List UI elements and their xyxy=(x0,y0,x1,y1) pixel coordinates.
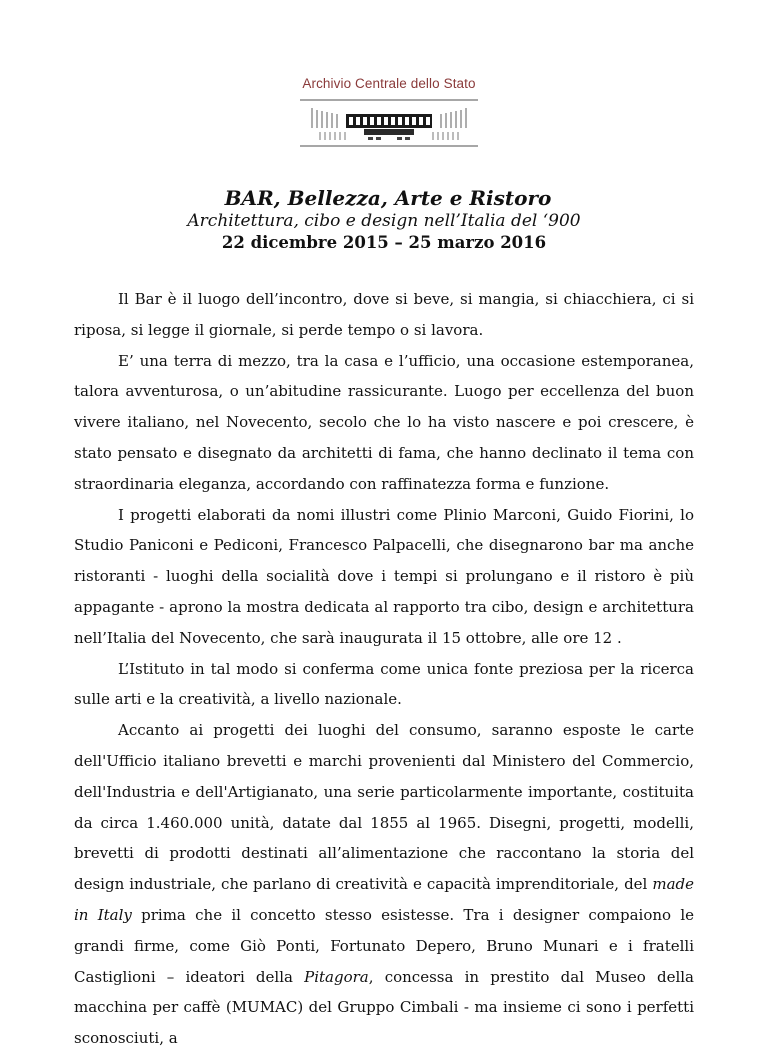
made-in-italy-phrase: made in Italy xyxy=(74,875,694,924)
paragraph-5 xyxy=(74,715,694,1054)
paragraph-5-text-e: , concessa in prestito dal Museo della macchina per caffè (MUMAC) del Gruppo Cimbali - ma insieme ci sono i perfetti sconosciuti, a xyxy=(74,967,695,1048)
exhibition-subtitle: Architettura, cibo e design nell’Italia del ‘900 xyxy=(187,211,581,231)
paragraph-2: E’ una terra di mezzo, tra la casa e l’ufficio, una occasione estemporanea, talora avventurosa, o un’abitudine rassicurante. Luogo per eccellenza del buon vivere italiano, nel Novecento, secolo che lo ha visto nascere e poi crescere, è stato pensato e disegnato da architetti di fama, che hanno declinato il tema con straordinaria eleganza, accordando con raffinatezza forma e funzione. xyxy=(74,351,694,493)
building-logo-icon xyxy=(294,98,484,168)
paragraph-5-text-a: Accanto ai progetti dei luoghi del consumo, saranno esposte le carte dell'Ufficio italiano brevetti e marchi provenienti dal Ministero del Commercio, dell'Industria e dell'Artigianato, una serie particolarmente importante, costituita da circa 1.460.000 unità, datate dal 1855 al 1965. Disegni, progetti, modelli, brevetti di prodotti destinati all’alimentazione che raccontano la storia del design industriale, che parlano di creatività e capacità imprenditoriale, del xyxy=(74,721,694,894)
paragraph-5-text-c: prima che il concetto stesso esistesse. Tra i designer compaiono le grandi firme, come Giò Ponti, Fortunato Depero, Bruno Munari e i fratelli Castiglioni – ideatori della xyxy=(74,905,695,986)
archive-logo xyxy=(294,76,484,168)
logo-title: Archivio Centrale dello Stato xyxy=(302,76,476,91)
exhibition-heading xyxy=(0,186,768,254)
pitagora-product-name: Pitagora xyxy=(304,967,369,986)
paragraph-3: I progetti elaborati da nomi illustri come Plinio Marconi, Guido Fiorini, lo Studio Paniconi e Pediconi, Francesco Palpacelli, che disegnarono bar ma anche ristoranti - luoghi della socialità dove i tempi si prolungano e il ristoro è più appagante - aprono la mostra dedicata al rapporto tra cibo, design e architettura nell’Italia del Novecento, che sarà inaugurata il 15 ottobre, alle ore 12 . xyxy=(74,505,694,647)
press-release-body xyxy=(74,284,694,1054)
exhibition-title: BAR, Bellezza, Arte e Ristoro xyxy=(224,186,552,210)
paragraph-4: L’Istituto in tal modo si conferma come unica fonte preziosa per la ricerca sulle arti e la creatività, a livello nazionale. xyxy=(74,659,694,709)
paragraph-1: Il Bar è il luogo dell’incontro, dove si beve, si mangia, si chiacchiera, ci si riposa, si legge il giornale, si perde tempo o si lavora. xyxy=(74,290,694,339)
exhibition-dates: 22 dicembre 2015 – 25 marzo 2016 xyxy=(221,233,547,252)
